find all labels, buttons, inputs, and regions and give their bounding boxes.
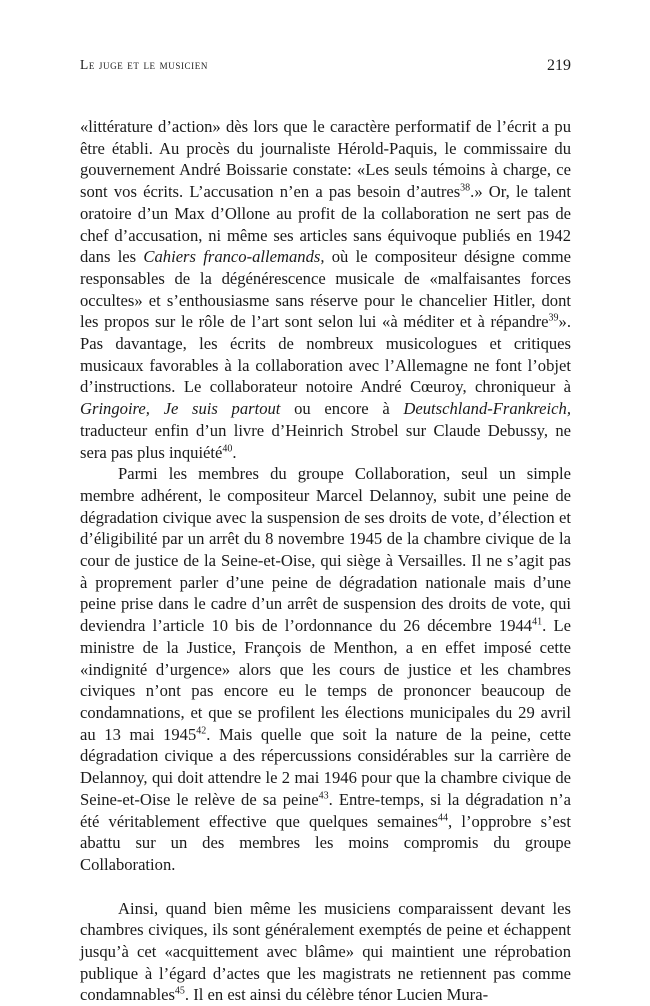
footnote-ref: 44 [438,811,449,823]
italic-title: Cahiers franco-allemands, [143,247,325,267]
text-run: Parmi les membres du groupe Collaboration, seul un simple membre adhérent, le compositeur Marcel Delannoy, subit une peine de dégradation civique avec la suspension de ses droits de vote, d’élection et d’éligibilité par un arrêt du 8 novembre 1945 de la chambre civique de la cour de justice de la Seine-et-Oise, qui siège à Versailles. Il ne s’agit pas à proprement parler d’une peine de dégradation nationale mais d’une peine prise dans le cadre d’un arrêt de suspension des droits de vote, qui deviendra l’article 10 bis de l’ordonnance du 26 décembre 1944 [80,464,571,636]
body-text [80,116,571,1006]
text-run: .» Or, le talent oratoire d’un Max d’Ollone au profit de la collaboration ne sert pas de chef d’accusation, ni même ses articles sans équivoque publiés en 1942 dans les [80,182,571,267]
running-head [80,57,571,77]
footnote-ref: 43 [318,790,329,802]
text-run: . Le ministre de la Justice, François de Menthon, a en effet imposé cette «indignité d’urgence» alors que les cours de justice et les chambres civiques n’ont pas encore eu le temps de prononcer beaucoup de condamnations, et que se profilent les élections municipales du 29 avril au 13 mai 1945 [80,616,571,744]
paragraph [80,463,571,875]
text-run: . Entre-temps, si la dégradation n’a été véritablement effective que quelques semaines [80,789,571,831]
footnote-ref: 42 [196,725,207,737]
paragraph [80,898,571,1006]
text-run: Ainsi, quand bien même les musiciens comparaissent devant les chambres civiques, ils sont généralement exemptés de peine et échappent jusqu’à cet «acquittement avec blâme» qui maintient une réprobation publique à l’égard d’actes que les magistrats ne retiennent pas comme condamnables [80,898,571,1005]
italic-title: Gringoire, Je suis partout [80,399,281,419]
italic-title: Deutschland-Frankreich, [403,399,571,419]
footnote-ref: 38 [460,182,471,194]
text-run: ». Pas davantage, les écrits de nombreux musicologues et critiques musicaux favorables à la collaboration avec l’Allemagne ne font l’objet d’instructions. Le collaborateur notoire André Cœuroy, chroniqueur à [80,312,571,397]
page-number: 219 [547,57,571,74]
text-run: ou encore à [280,399,404,419]
footnote-ref: 41 [532,616,543,628]
running-title: Le juge et le musicien [80,57,208,72]
text-run: . Mais quelle que soit la nature de la peine, cette dégradation civique a des répercussions considérables sur la carrière de Delannoy, qui doit attendre le 2 mai 1946 pour que la chambre civique de Seine-et-Oise le relève de sa peine [80,724,571,809]
footnote-ref: 45 [174,985,185,997]
text-run: «littérature d’action» dès lors que le caractère performatif de l’écrit a pu être établi. Au procès du journaliste Hérold-Paquis, le commissaire du gouvernement André Boissarie constate: «Les seuls témoins à charge, ce sont vos écrits. L’accusation n’en a pas besoin d’autres [80,117,571,202]
text-run: , l’opprobre s’est abattu sur un des membres les moins compromis du groupe Collaboration. [80,811,571,874]
text-run: traducteur enfin d’un livre d’Heinrich Strobel sur Claude Debussy, ne sera pas plus inquiété [80,420,571,462]
text-run: où le compositeur désigne comme responsables de la dégénérescence musicale de «malfaisantes forces occultes» et s’enthousiasme sans réserve pour le chancelier Hitler, dont les propos sur le rôle de l’art sont selon lui «à méditer et à répandre [80,247,571,332]
footnote-ref: 39 [548,312,559,324]
text-run: . Il en est ainsi du célèbre ténor Lucien Mura- [184,985,489,1005]
text-run: . [232,442,237,462]
footnote-ref: 40 [222,443,233,455]
paragraph [80,116,571,463]
